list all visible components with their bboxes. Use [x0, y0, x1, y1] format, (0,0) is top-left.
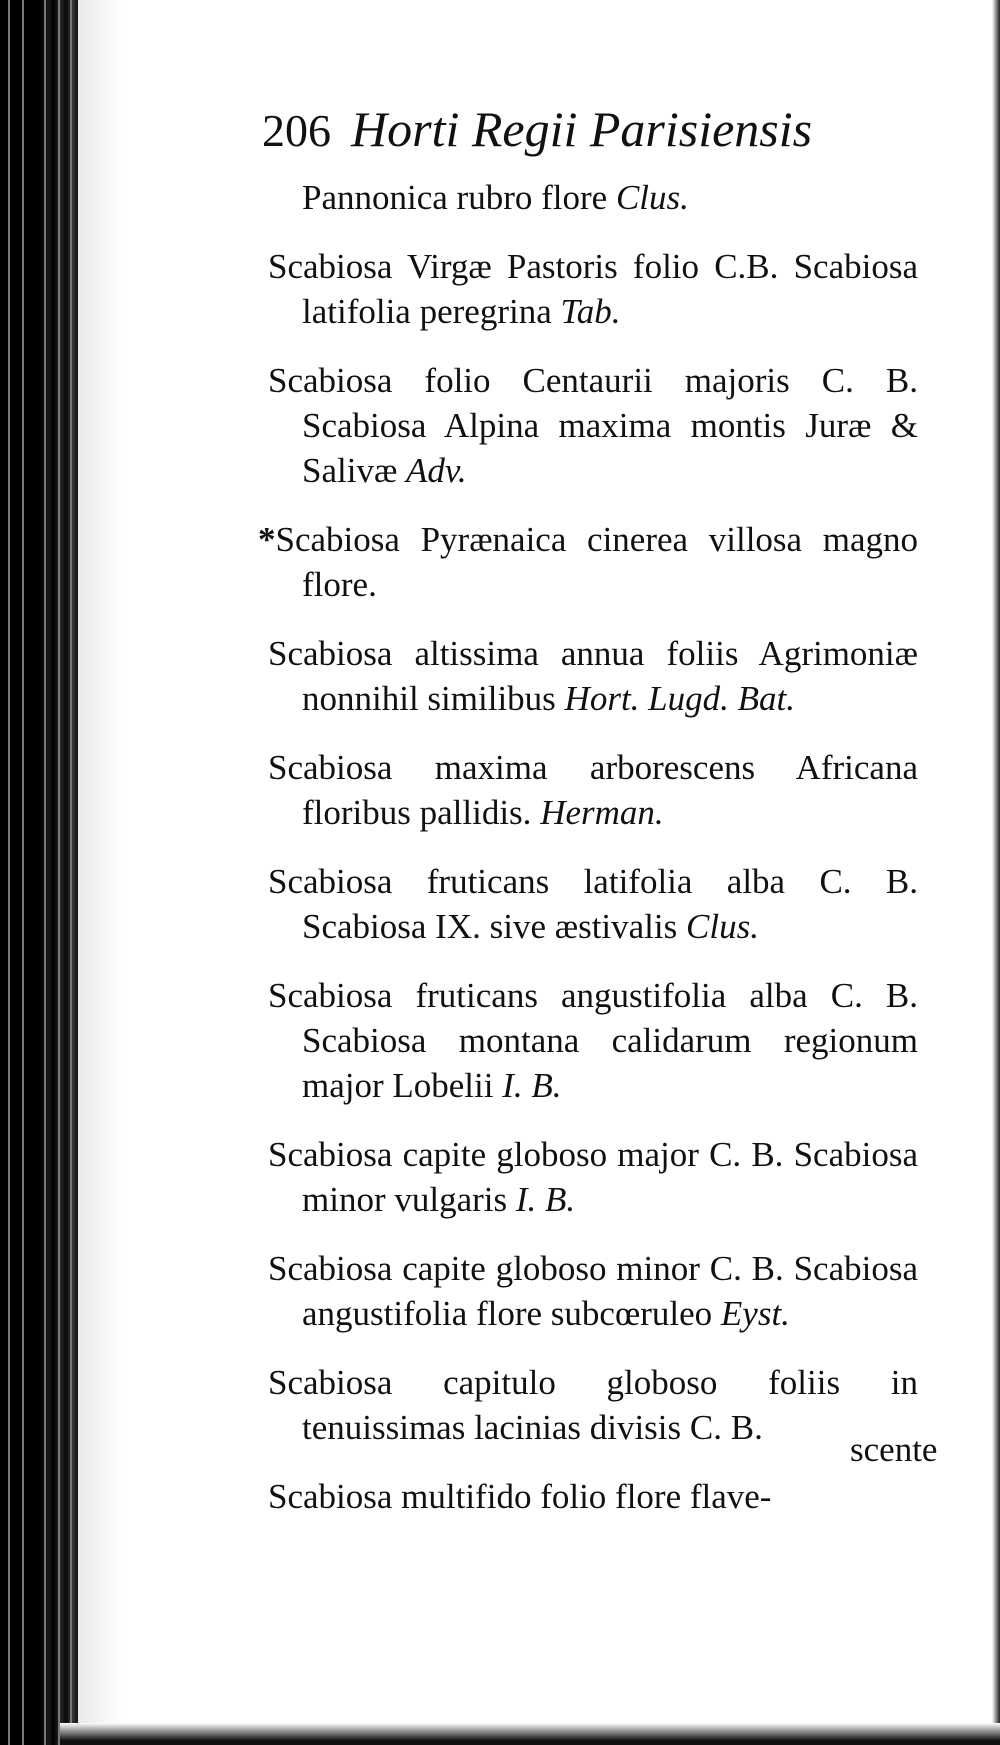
list-item: [268, 175, 918, 220]
entry-text: Scabiosa capite globoso minor C. B. Scabiosa angustifolia flore subcœruleo: [268, 1249, 918, 1333]
binding-stripe: [58, 0, 60, 1745]
entry-reference: Tab.: [560, 292, 621, 331]
entry-text: Scabiosa altissima annua foliis Agrimoniæ nonnihil similibus: [268, 634, 918, 718]
entry-list: [258, 175, 918, 1543]
running-title: Horti Regii Parisiensis: [351, 101, 813, 157]
entry-text: Scabiosa capite globoso major C. B. Scabiosa minor vulgaris: [268, 1135, 918, 1219]
entry-text: Scabiosa folio Centaurii majoris C. B. Scabiosa Alpina maxima montis Juræ & Salivæ: [268, 361, 918, 490]
list-item: [268, 244, 918, 334]
entry-reference: Eyst.: [720, 1294, 790, 1333]
right-edge-shadow: [992, 0, 1000, 1745]
entry-text: Scabiosa Pyrænaica cinerea villosa magno flore.: [275, 520, 918, 604]
entry-text: Scabiosa fruticans angustifolia alba C. B. Scabiosa montana calidarum regionum major Lobelii: [268, 976, 918, 1105]
bottom-edge-shadow: [60, 1723, 1000, 1745]
list-item: [268, 973, 918, 1108]
binding-stripe: [70, 0, 72, 1745]
entry-reference: Herman.: [540, 793, 664, 832]
list-item: [268, 1132, 918, 1222]
entry-text: Pannonica rubro flore: [302, 178, 616, 217]
entry-text: Scabiosa capitulo globoso foliis in tenuissimas lacinias divisis C. B.: [268, 1363, 918, 1447]
entry-reference: I. B.: [515, 1180, 576, 1219]
running-header: [262, 100, 812, 158]
book-binding: [0, 0, 78, 1745]
entry-reference: Clus.: [615, 178, 689, 217]
page-leaf-edge: [78, 0, 122, 1745]
asterisk-mark: *: [258, 520, 276, 559]
entry-reference: Clus.: [686, 907, 759, 946]
list-item: [268, 859, 918, 949]
list-item: [268, 745, 918, 835]
entry-reference: I. B.: [502, 1066, 562, 1105]
entry-reference: Hort. Lugd. Bat.: [564, 679, 795, 718]
list-item: [268, 1360, 918, 1450]
binding-stripe: [8, 0, 10, 1745]
entry-text: Scabiosa maxima arborescens Africana floribus pallidis.: [268, 748, 918, 832]
entry-text: Scabiosa multifido folio flore flave-: [268, 1477, 772, 1516]
list-item: [268, 1246, 918, 1336]
entry-text: Scabiosa Virgæ Pastoris folio C.B. Scabiosa latifolia peregrina: [268, 247, 918, 331]
binding-stripe: [44, 0, 46, 1745]
page-number: 206: [262, 105, 331, 156]
binding-stripe: [22, 0, 24, 1745]
catchword: scente: [850, 1430, 938, 1469]
entry-reference: Adv.: [406, 451, 467, 490]
list-item: [268, 358, 918, 493]
entry-text: Scabiosa fruticans latifolia alba C. B. Scabiosa IX. sive æstivalis: [268, 862, 918, 946]
list-item: [258, 517, 918, 607]
list-item: [268, 631, 918, 721]
list-item: [268, 1474, 918, 1519]
